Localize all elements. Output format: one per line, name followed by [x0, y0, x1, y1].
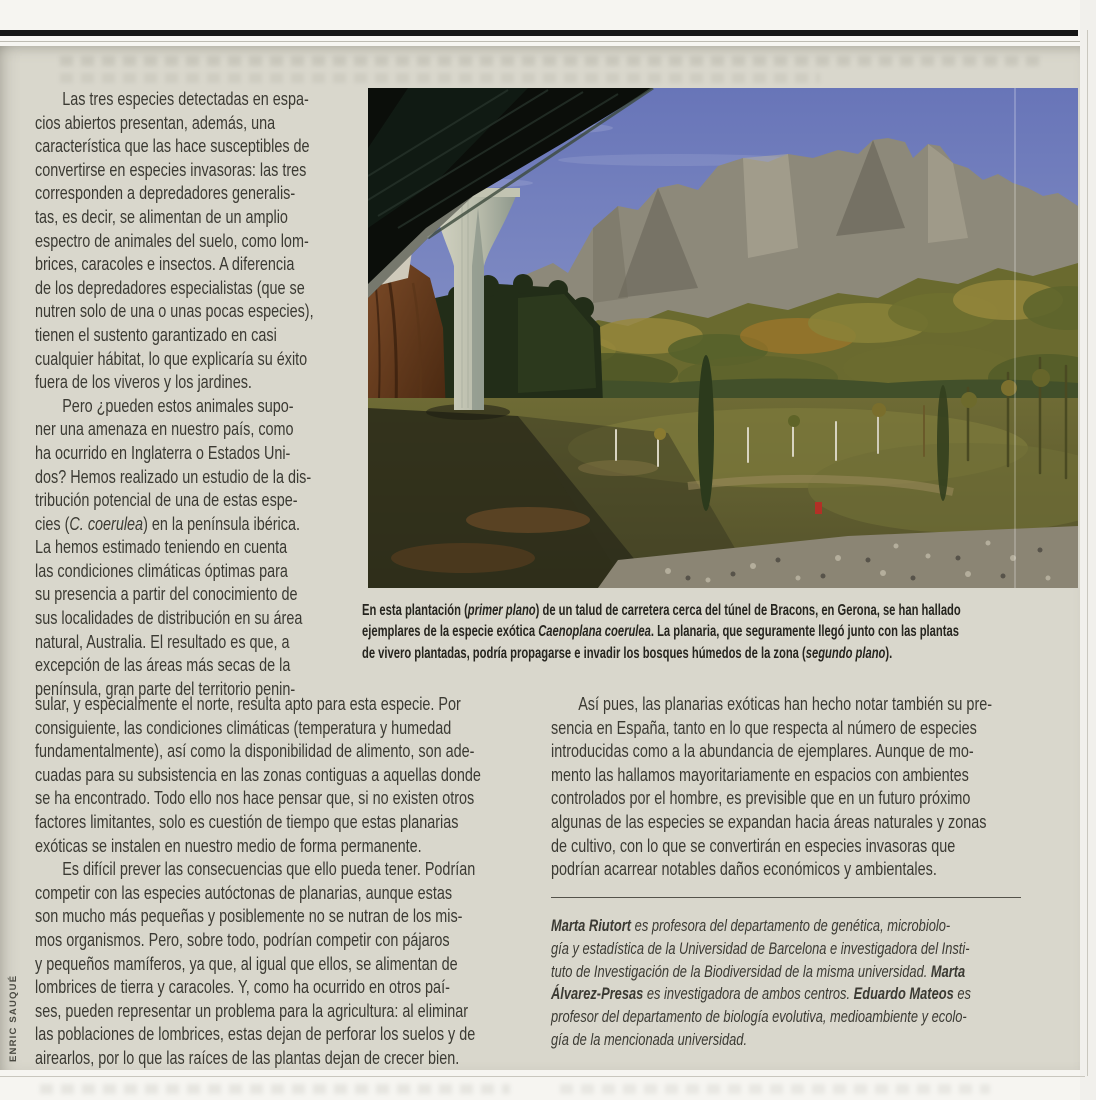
- text-line: las poblaciones de lombrices, estas dejan de perforar los suelos y de: [35, 1024, 476, 1045]
- text-line: tuto de Investigación de la Biodiversidad de la misma universidad. Marta: [551, 962, 966, 981]
- text-line: gía de la mencionada universidad.: [551, 1030, 748, 1049]
- poplar-tree: [698, 355, 714, 511]
- page-right-margin: [1080, 0, 1096, 1100]
- text-line: Las tres especies detectadas en espa-: [62, 89, 309, 109]
- text-line: algunas de las especies se expandan hacia áreas naturales y zonas: [551, 811, 987, 832]
- bottom-hairline: [0, 1076, 1085, 1077]
- text-line: Álvarez-Presas es investigadora de ambos centros. Eduardo Mateos es: [551, 985, 971, 1004]
- text-line: lombrices de tierra y caracoles. Y, como ha ocurrido en otros paí-: [35, 977, 450, 998]
- top-hairline: [0, 41, 1085, 42]
- text-line: península, gran parte del territorio penin-: [35, 678, 296, 699]
- text-line: competir con las especies autóctonas de planarias, aunque estas: [35, 882, 453, 903]
- text-line: Marta Riutort es profesora del departamento de genética, microbiolo-: [551, 917, 951, 935]
- text-line: fundamentalmente), así como la disponibilidad de alimento, son ade-: [35, 741, 475, 762]
- text-line: excepción de las áreas más secas de la: [35, 655, 291, 676]
- text-line: sular, y especialmente el norte, resulta apto para esta especie. Por: [35, 694, 461, 714]
- author-bio-rule: [551, 897, 1021, 898]
- article-column-narrow: [35, 88, 314, 701]
- text-line: ejemplares de la especie exótica Caenoplana coerulea. La planaria, que seguramente llegó junto con las plantas: [362, 623, 959, 641]
- red-marker: [815, 502, 822, 514]
- text-line: En esta plantación (primer plano) de un talud de carretera cerca del túnel de Bracons, en Gerona, se han hallado: [362, 602, 961, 619]
- text-line: y pequeños mamíferos, ya que, al igual que ellos, se alimentan de: [35, 953, 458, 974]
- photo-viaduct-plantation: [368, 88, 1078, 588]
- text-line: de cultivo, con lo que se convertirán en especies invasoras que: [551, 835, 956, 856]
- text-line: introducidas como a la abundancia de ejemplares. Aunque de mo-: [551, 741, 974, 762]
- right-hairline: [1087, 30, 1088, 1076]
- text-line: controlados por el hombre, es previsible que en un futuro próximo: [551, 788, 971, 809]
- text-line: natural, Australia. El resultado es que, a: [35, 631, 290, 652]
- text-line: cios abiertos presentan, además, una: [35, 112, 276, 133]
- text-line: exóticas se instalen en nuestro medio de forma permanente.: [35, 835, 422, 856]
- text-line: ses, pueden representar un problema para la agricultura: al eliminar: [35, 1000, 469, 1021]
- text-line: La hemos estimado teniendo en cuenta: [35, 537, 288, 558]
- text-line: convertirse en especies invasoras: las tres: [35, 159, 307, 180]
- top-rule: [0, 30, 1078, 36]
- text-line: cies (C. coerulea) en la península ibérica.: [35, 513, 300, 534]
- text-line: son mucho más pequeñas y posiblemente no se nutran de los mis-: [35, 906, 463, 927]
- text-line: sus localidades de distribución en su área: [35, 608, 303, 629]
- text-line: sencia en España, tanto en lo que respecta al número de especies: [551, 717, 977, 738]
- text-line: ner una amenaza en nuestro país, como: [35, 419, 294, 440]
- text-line: mento las hallamos mayoritariamente en espacios con ambientes: [551, 764, 969, 785]
- text-line: de vivero plantadas, podría propagarse e invadir los bosques húmedos de la zona (segundo plano).: [362, 644, 893, 662]
- text-line: brices, caracoles e insectos. A diferencia: [35, 254, 295, 275]
- text-line: factores limitantes, solo es cuestión de tiempo que estas planarias: [35, 811, 459, 832]
- photo-illustration: [368, 88, 1078, 588]
- author-bio: [551, 915, 971, 1052]
- text-line: característica que las hace susceptibles de: [35, 136, 310, 157]
- text-line: tribución potencial de una de estas espe-: [35, 490, 298, 511]
- text-line: fuera de los viveros y los jardines.: [35, 372, 252, 393]
- photo-credit: ENRIC SAUQUÉ: [8, 974, 19, 1062]
- text-line: tienen el sustento garantizado en casi: [35, 324, 277, 345]
- bleed-through-bottom-2: [560, 1084, 990, 1094]
- text-line: mos organismos. Pero, sobre todo, podrían competir con pájaros: [35, 929, 450, 950]
- bleed-through-top-2: [60, 73, 820, 83]
- bleed-through-bottom: [40, 1084, 510, 1094]
- article-column-wide-left: [35, 693, 481, 1071]
- text-line: cualquier hábitat, lo que explicaría su éxito: [35, 348, 308, 369]
- text-line: cuadas para su subsistencia en las zonas contiguas a aquellas donde: [35, 764, 481, 785]
- text-line: su presencia a partir del conocimiento de: [35, 584, 298, 605]
- text-line: de los depredadores especialistas (que se: [35, 277, 305, 298]
- text-line: gía y estadística de la Universidad de Barcelona e investigadora del Insti-: [551, 939, 970, 958]
- text-line: espectro de animales del suelo, como lom-: [35, 230, 309, 251]
- text-line: ha ocurrido en Inglaterra o Estados Uni-: [35, 442, 291, 463]
- text-line: tas, es decir, se alimentan de un amplio: [35, 206, 288, 227]
- text-line: profesor del departamento de biología evolutiva, medioambiente y ecolo-: [551, 1008, 967, 1027]
- text-line: dos? Hemos realizado un estudio de la dis-: [35, 466, 312, 487]
- text-line: Pero ¿pueden estos animales supo-: [62, 395, 294, 416]
- text-line: las condiciones climáticas óptimas para: [35, 560, 288, 581]
- photo-caption: [362, 600, 961, 664]
- text-line: podrían acarrear notables daños económicos y ambientales.: [551, 859, 937, 880]
- text-line: airearlos, por lo que las raíces de las plantas dejan de crecer bien.: [35, 1047, 460, 1068]
- article-column-right: [551, 693, 992, 882]
- text-line: nutren solo de una o unas pocas especies),: [35, 301, 314, 322]
- text-line: consiguiente, las condiciones climáticas (temperatura y humedad: [35, 717, 452, 738]
- text-line: Así pues, las planarias exóticas han hecho notar también su pre-: [578, 694, 993, 714]
- text-line: corresponden a depredadores generalis-: [35, 183, 296, 204]
- bleed-through-top: [60, 56, 1040, 66]
- text-line: Es difícil prever las consecuencias que ello pueda tener. Podrían: [62, 859, 476, 880]
- text-line: se ha encontrado. Todo ello nos hace pensar que, si no existen otros: [35, 788, 475, 809]
